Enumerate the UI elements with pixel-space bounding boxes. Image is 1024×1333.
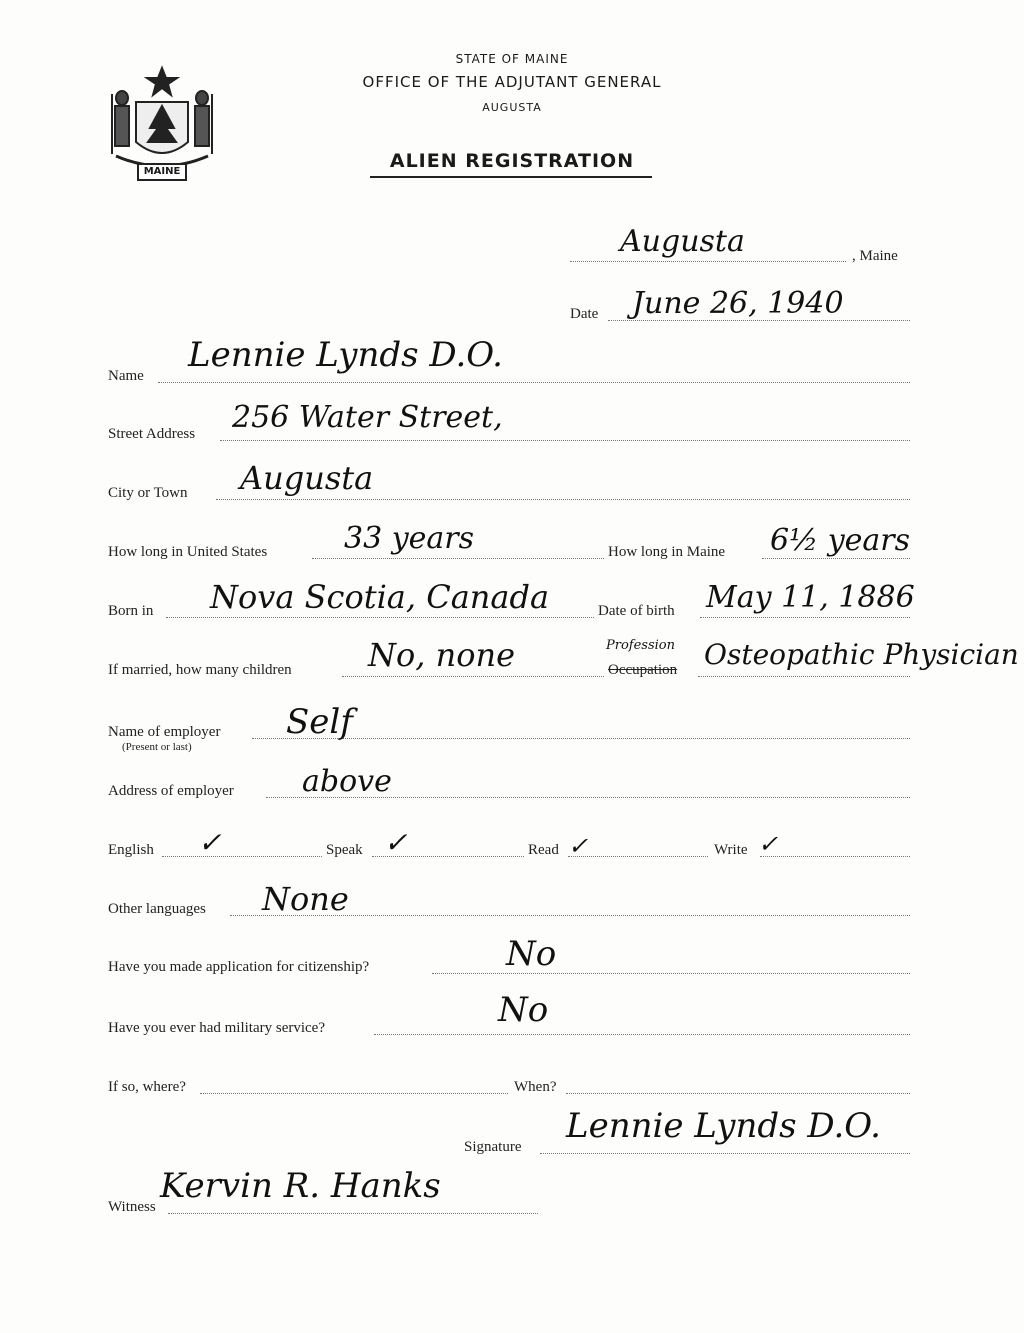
employer-address-value: above (302, 764, 392, 799)
name-value: Lennie Lynds D.O. (188, 335, 503, 375)
born-in-label: Born in (108, 603, 154, 619)
maine-state-seal-icon (108, 64, 216, 193)
profession-inserted-label: Profession (606, 638, 675, 653)
how-long-us-value: 33 years (344, 521, 475, 556)
occupation-label: Occupation (608, 662, 678, 678)
date-label: Date (570, 306, 599, 322)
citizenship-label: Have you made application for citizenship? (108, 959, 370, 975)
children-label: If married, how many children (108, 662, 292, 678)
name-label: Name (108, 368, 144, 384)
date-of-birth-value: May 11, 1886 (706, 580, 915, 615)
employer-label: Name of employer (108, 724, 221, 740)
form-title: ALIEN REGISTRATION (389, 150, 635, 172)
street-label: Street Address (108, 426, 196, 442)
military-value: No (498, 990, 549, 1030)
occupation-value: Osteopathic Physician (704, 638, 1019, 671)
other-languages-label: Other languages (108, 901, 206, 917)
witness-value: Kervin R. Hanks (160, 1166, 441, 1206)
born-in-value: Nova Scotia, Canada (210, 578, 550, 616)
employer-value: Self (286, 702, 353, 742)
maine-suffix: , Maine (852, 248, 898, 264)
header-office: OFFICE OF THE ADJUTANT GENERAL (362, 73, 662, 91)
military-label: Have you ever had military service? (108, 1020, 325, 1036)
when-label: When? (514, 1079, 557, 1095)
read-check: ✓ (568, 832, 589, 860)
how-long-maine-value: 6½ years (770, 523, 911, 558)
employer-note: (Present or last) (122, 741, 192, 753)
street-value: 256 Water Street, (232, 400, 503, 435)
signature-label: Signature (464, 1139, 522, 1155)
speak-check: ✓ (384, 826, 408, 859)
signature-value: Lennie Lynds D.O. (566, 1106, 881, 1146)
date-value: June 26, 1940 (632, 286, 844, 321)
write-check: ✓ (758, 830, 779, 858)
where-label: If so, where? (108, 1079, 186, 1095)
how-long-us-label: How long in United States (108, 544, 268, 560)
header-state: STATE OF MAINE (455, 52, 569, 66)
citizenship-value: No (506, 934, 557, 974)
english-check: ✓ (198, 826, 222, 859)
how-long-maine-label: How long in Maine (608, 544, 726, 560)
witness-label: Witness (108, 1199, 156, 1215)
city-label: City or Town (108, 485, 188, 501)
children-value: No, none (368, 636, 516, 674)
title-underline (370, 176, 652, 178)
employer-address-label: Address of employer (108, 783, 234, 799)
write-label: Write (714, 842, 748, 858)
speak-label: Speak (326, 842, 363, 858)
city-value: Augusta (240, 459, 374, 497)
english-label: English (108, 842, 154, 858)
date-of-birth-label: Date of birth (598, 603, 675, 619)
header-city: AUGUSTA (482, 101, 542, 114)
read-label: Read (528, 842, 559, 858)
other-languages-value: None (262, 880, 349, 918)
seal-banner-text: MAINE (143, 166, 181, 177)
place-value: Augusta (620, 224, 745, 259)
